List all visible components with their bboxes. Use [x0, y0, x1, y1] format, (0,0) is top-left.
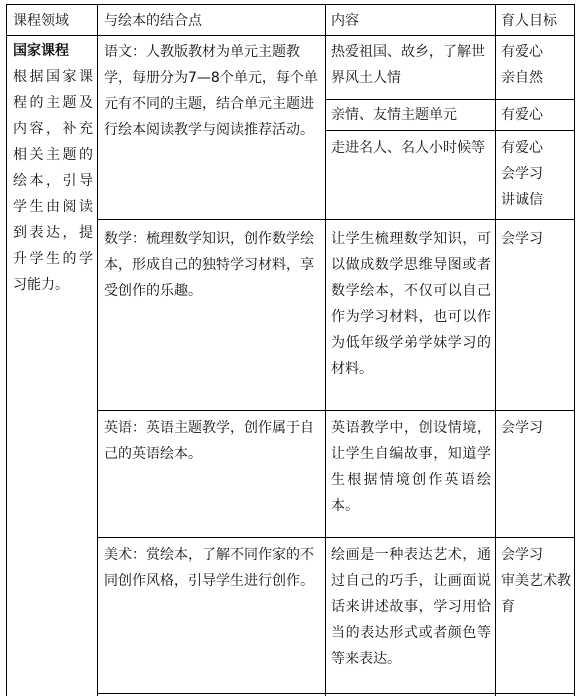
row-divider — [325, 99, 575, 100]
domain-title: 国家课程 — [13, 43, 69, 59]
content-cell: 英语教学中，创设情境，让学生自编故事，知道学生根据情境创作英语绘本。 — [331, 420, 491, 514]
domain-cell — [13, 38, 93, 298]
row-divider — [325, 130, 575, 131]
goal-cell: 会学习 审美艺术教育 — [501, 547, 571, 615]
table-border-left — [6, 4, 7, 696]
content-cell: 让学生梳理数学知识，可以做成数学思维导图或者数学绘本，不仅可以自己作为学习材料，也可以作为低年级学弟学妹学习的材料。 — [331, 231, 491, 377]
column-divider — [325, 4, 326, 696]
goal-cell: 会学习 — [501, 420, 543, 436]
column-divider — [495, 4, 496, 696]
integration-chinese: 语文：人教版教材为单元主题教学，每册分为7—8个单元，每个单元有不同的主题，结合单元主题进行绘本阅读教学与阅读推荐活动。 — [104, 44, 318, 138]
content-cell: 热爱祖国、故乡，了解世界风土人情 — [331, 44, 485, 86]
content-cell: 亲情、友情主题单元 — [331, 107, 457, 123]
curriculum-table — [6, 4, 575, 696]
goal-cell: 有爱心 会学习 讲诚信 — [501, 140, 543, 208]
header-integration: 与绘本的结合点 — [104, 13, 202, 29]
row-divider — [97, 537, 575, 538]
table-border-right — [574, 4, 575, 696]
goal-cell: 会学习 — [501, 231, 543, 247]
goal-cell: 有爱心 — [501, 107, 543, 123]
header-divider — [6, 35, 575, 36]
content-cell: 绘画是一种表达艺术，通过自己的巧手，让画面说话来讲述故事，学习用恰当的表达形式或者颜色等等来表达。 — [331, 547, 491, 667]
content-cell: 走进名人、名人小时候等 — [331, 140, 485, 156]
header-goal: 育人目标 — [501, 13, 557, 29]
integration-english: 英语：英语主题教学，创作属于自己的英语绘本。 — [104, 420, 314, 462]
integration-math: 数学：梳理数学知识，创作数学绘本，形成自己的独特学习材料，享受创作的乐趣。 — [104, 231, 314, 299]
row-divider — [97, 219, 575, 220]
header-content: 内容 — [331, 13, 359, 29]
domain-description: 根据国家课程的主题及内容，补充相关主题的绘本，引导学生由阅读到表达，提升学生的学习能力。 — [13, 69, 93, 293]
row-divider — [97, 693, 575, 694]
row-divider — [97, 410, 575, 411]
integration-art: 美术：赏绘本，了解不同作家的不同创作风格，引导学生进行创作。 — [104, 547, 314, 589]
header-domain: 课程领域 — [13, 13, 69, 29]
table-border-top — [6, 4, 575, 5]
goal-cell: 有爱心 亲自然 — [501, 44, 543, 86]
column-divider — [97, 4, 98, 696]
